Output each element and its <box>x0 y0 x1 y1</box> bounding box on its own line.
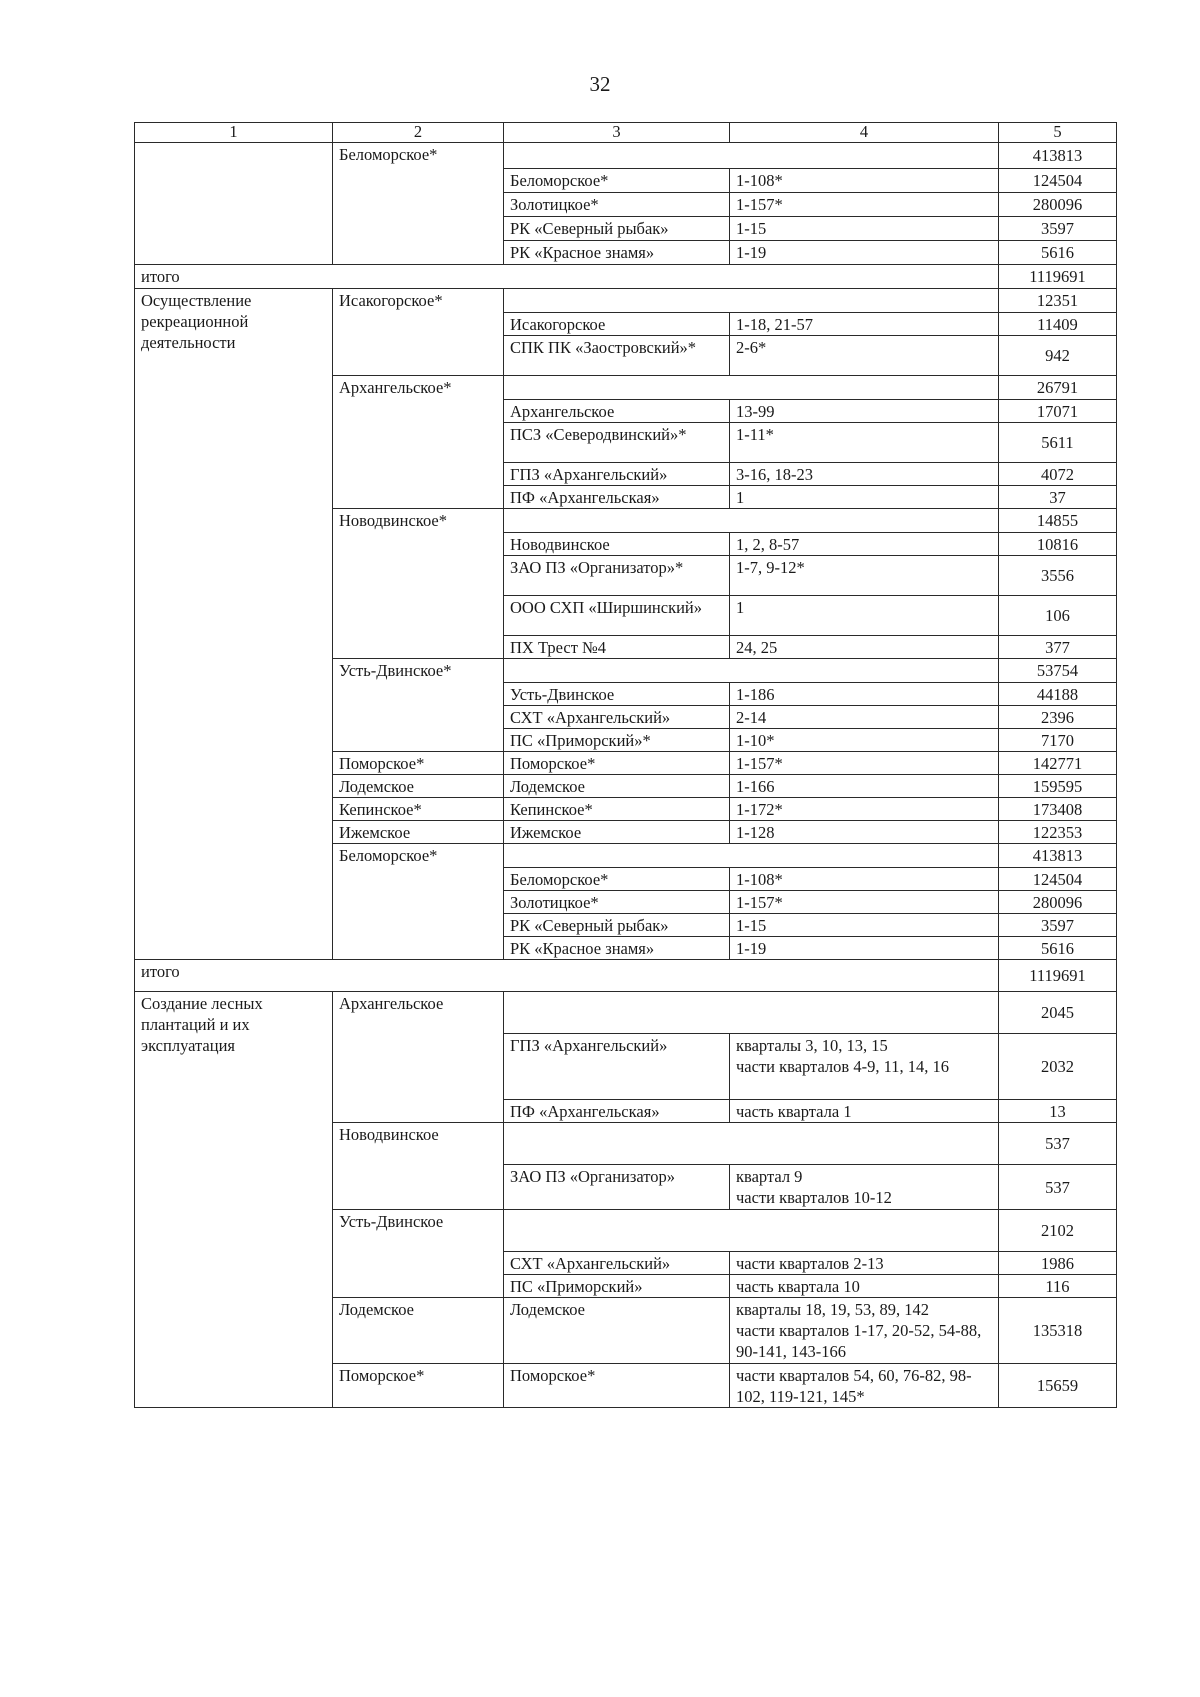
group-total-value: 1119691 <box>999 265 1117 289</box>
area-value: 159595 <box>999 775 1117 798</box>
forestry-blank <box>504 1123 999 1165</box>
district-name: Беломорское* <box>504 868 730 891</box>
area-value: 377 <box>999 636 1117 659</box>
quarters: 1-157* <box>730 193 999 217</box>
district-name: ПС «Приморский»* <box>504 729 730 752</box>
forestry-total: 26791 <box>999 376 1117 400</box>
area-value: 10816 <box>999 533 1117 556</box>
quarters: 2-6* <box>730 336 999 376</box>
forestry-name: Беломорское* <box>333 143 504 265</box>
quarters: 1 <box>730 596 999 636</box>
quarters: 1-19 <box>730 241 999 265</box>
quarters: 1-11* <box>730 423 999 463</box>
area-value: 135318 <box>999 1298 1117 1364</box>
activity-cell: Создание лесных плантаций и их эксплуатация <box>135 992 333 1408</box>
forestry-blank <box>504 509 999 533</box>
quarters: 1-10* <box>730 729 999 752</box>
forestry-name: Новодвинское <box>333 1123 504 1210</box>
district-name: ПС «Приморский» <box>504 1275 730 1298</box>
forestry-total: 12351 <box>999 289 1117 313</box>
quarters: 1-15 <box>730 217 999 241</box>
area-value: 124504 <box>999 868 1117 891</box>
area-value: 5616 <box>999 241 1117 265</box>
area-value: 11409 <box>999 313 1117 336</box>
forestry-name: Усть-Двинское* <box>333 659 504 752</box>
area-value: 13 <box>999 1100 1117 1123</box>
activity-cell: Осуществление рекреационной деятельности <box>135 289 333 960</box>
forestry-name: Поморское* <box>333 1364 504 1408</box>
area-value: 124504 <box>999 169 1117 193</box>
district-name: ЗАО ПЗ «Организатор»* <box>504 556 730 596</box>
quarters: 13-99 <box>730 400 999 423</box>
quarters: 1-186 <box>730 683 999 706</box>
district-name: Лодемское <box>504 1298 730 1364</box>
area-value: 142771 <box>999 752 1117 775</box>
area-value: 3597 <box>999 217 1117 241</box>
quarters: кварталы 18, 19, 53, 89, 142 части кварталов 1-17, 20-52, 54-88, 90-141, 143-166 <box>730 1298 999 1364</box>
forestry-blank <box>504 992 999 1034</box>
district-name: Поморское* <box>504 752 730 775</box>
forest-area-table <box>134 122 1117 1408</box>
district-name: ПФ «Архангельская» <box>504 1100 730 1123</box>
header-col-4: 4 <box>730 123 999 143</box>
area-value: 17071 <box>999 400 1117 423</box>
forestry-blank <box>504 143 999 169</box>
forestry-name: Архангельское* <box>333 376 504 509</box>
quarters: 1-15 <box>730 914 999 937</box>
district-name: Архангельское <box>504 400 730 423</box>
quarters: 1-157* <box>730 752 999 775</box>
quarters: 1-108* <box>730 868 999 891</box>
forestry-total-row <box>135 143 1117 169</box>
quarters: 1-172* <box>730 798 999 821</box>
quarters: 2-14 <box>730 706 999 729</box>
district-name: Поморское* <box>504 1364 730 1408</box>
quarters: кварталы 3, 10, 13, 15 части кварталов 4-9, 11, 14, 16 <box>730 1034 999 1100</box>
quarters: 1-108* <box>730 169 999 193</box>
district-name: ГПЗ «Архангельский» <box>504 1034 730 1100</box>
forestry-name: Ижемское <box>333 821 504 844</box>
quarters: 1 <box>730 486 999 509</box>
group-total-row <box>135 960 1117 992</box>
forestry-total: 413813 <box>999 844 1117 868</box>
quarters: 1-18, 21-57 <box>730 313 999 336</box>
area-value: 44188 <box>999 683 1117 706</box>
district-name: Новодвинское <box>504 533 730 556</box>
header-col-1: 1 <box>135 123 333 143</box>
district-name: Исакогорское <box>504 313 730 336</box>
forestry-total-row <box>135 289 1117 313</box>
district-name: СХТ «Архангельский» <box>504 1252 730 1275</box>
quarters: 1-19 <box>730 937 999 960</box>
forestry-name: Лодемское <box>333 775 504 798</box>
district-name: РК «Северный рыбак» <box>504 217 730 241</box>
quarters: 1-157* <box>730 891 999 914</box>
area-value: 2032 <box>999 1034 1117 1100</box>
quarters: 1-7, 9-12* <box>730 556 999 596</box>
area-value: 122353 <box>999 821 1117 844</box>
district-name: ПСЗ «Северодвинский»* <box>504 423 730 463</box>
forestry-blank <box>504 659 999 683</box>
forestry-name: Кепинское* <box>333 798 504 821</box>
district-name: Усть-Двинское <box>504 683 730 706</box>
district-name: Беломорское* <box>504 169 730 193</box>
forestry-total-row <box>135 992 1117 1034</box>
quarters: 1-166 <box>730 775 999 798</box>
forestry-name: Новодвинское* <box>333 509 504 659</box>
forestry-blank <box>504 376 999 400</box>
page-number: 32 <box>589 72 611 96</box>
forestry-blank <box>504 1210 999 1252</box>
forestry-total: 14855 <box>999 509 1117 533</box>
area-value: 106 <box>999 596 1117 636</box>
district-name: РК «Красное знамя» <box>504 241 730 265</box>
district-name: Лодемское <box>504 775 730 798</box>
area-value: 2396 <box>999 706 1117 729</box>
forestry-total: 2045 <box>999 992 1117 1034</box>
forestry-total: 53754 <box>999 659 1117 683</box>
quarters: 1-128 <box>730 821 999 844</box>
area-value: 942 <box>999 336 1117 376</box>
area-value: 3556 <box>999 556 1117 596</box>
district-name: ПФ «Архангельская» <box>504 486 730 509</box>
district-name: Золотицкое* <box>504 193 730 217</box>
header-row <box>135 123 1117 143</box>
forestry-total: 413813 <box>999 143 1117 169</box>
group-total-label: итого <box>135 265 999 289</box>
area-value: 4072 <box>999 463 1117 486</box>
area-value: 280096 <box>999 891 1117 914</box>
district-name: Ижемское <box>504 821 730 844</box>
area-value: 15659 <box>999 1364 1117 1408</box>
forestry-total: 537 <box>999 1123 1117 1165</box>
district-name: ПХ Трест №4 <box>504 636 730 659</box>
district-name: Золотицкое* <box>504 891 730 914</box>
quarters: часть квартала 1 <box>730 1100 999 1123</box>
quarters: 24, 25 <box>730 636 999 659</box>
area-value: 1986 <box>999 1252 1117 1275</box>
group-total-row <box>135 265 1117 289</box>
quarters: части кварталов 54, 60, 76-82, 98-102, 119-121, 145* <box>730 1364 999 1408</box>
district-name: ГПЗ «Архангельский» <box>504 463 730 486</box>
area-value: 7170 <box>999 729 1117 752</box>
area-value: 3597 <box>999 914 1117 937</box>
header-col-5: 5 <box>999 123 1117 143</box>
forestry-name: Поморское* <box>333 752 504 775</box>
area-value: 280096 <box>999 193 1117 217</box>
forestry-blank <box>504 289 999 313</box>
district-name: СПК ПК «Заостровский»* <box>504 336 730 376</box>
forestry-blank <box>504 844 999 868</box>
area-value: 116 <box>999 1275 1117 1298</box>
district-name: ООО СХП «Ширшинский» <box>504 596 730 636</box>
group-total-value: 1119691 <box>999 960 1117 992</box>
area-value: 37 <box>999 486 1117 509</box>
quarters: 1, 2, 8-57 <box>730 533 999 556</box>
district-name: РК «Северный рыбак» <box>504 914 730 937</box>
quarters: 3-16, 18-23 <box>730 463 999 486</box>
area-value: 5616 <box>999 937 1117 960</box>
forestry-name: Лодемское <box>333 1298 504 1364</box>
forestry-total: 2102 <box>999 1210 1117 1252</box>
group-total-label: итого <box>135 960 999 992</box>
quarters: части кварталов 2-13 <box>730 1252 999 1275</box>
table-body <box>135 143 1117 1408</box>
forestry-name: Беломорское* <box>333 844 504 960</box>
district-name: СХТ «Архангельский» <box>504 706 730 729</box>
quarters: квартал 9 части кварталов 10-12 <box>730 1165 999 1210</box>
district-name: Кепинское* <box>504 798 730 821</box>
area-value: 537 <box>999 1165 1117 1210</box>
forestry-name: Усть-Двинское <box>333 1210 504 1298</box>
forestry-name: Архангельское <box>333 992 504 1123</box>
activity-cell <box>135 143 333 265</box>
forestry-name: Исакогорское* <box>333 289 504 376</box>
header-col-3: 3 <box>504 123 730 143</box>
district-name: ЗАО ПЗ «Организатор» <box>504 1165 730 1210</box>
area-value: 173408 <box>999 798 1117 821</box>
area-value: 5611 <box>999 423 1117 463</box>
quarters: часть квартала 10 <box>730 1275 999 1298</box>
header-col-2: 2 <box>333 123 504 143</box>
district-name: РК «Красное знамя» <box>504 937 730 960</box>
